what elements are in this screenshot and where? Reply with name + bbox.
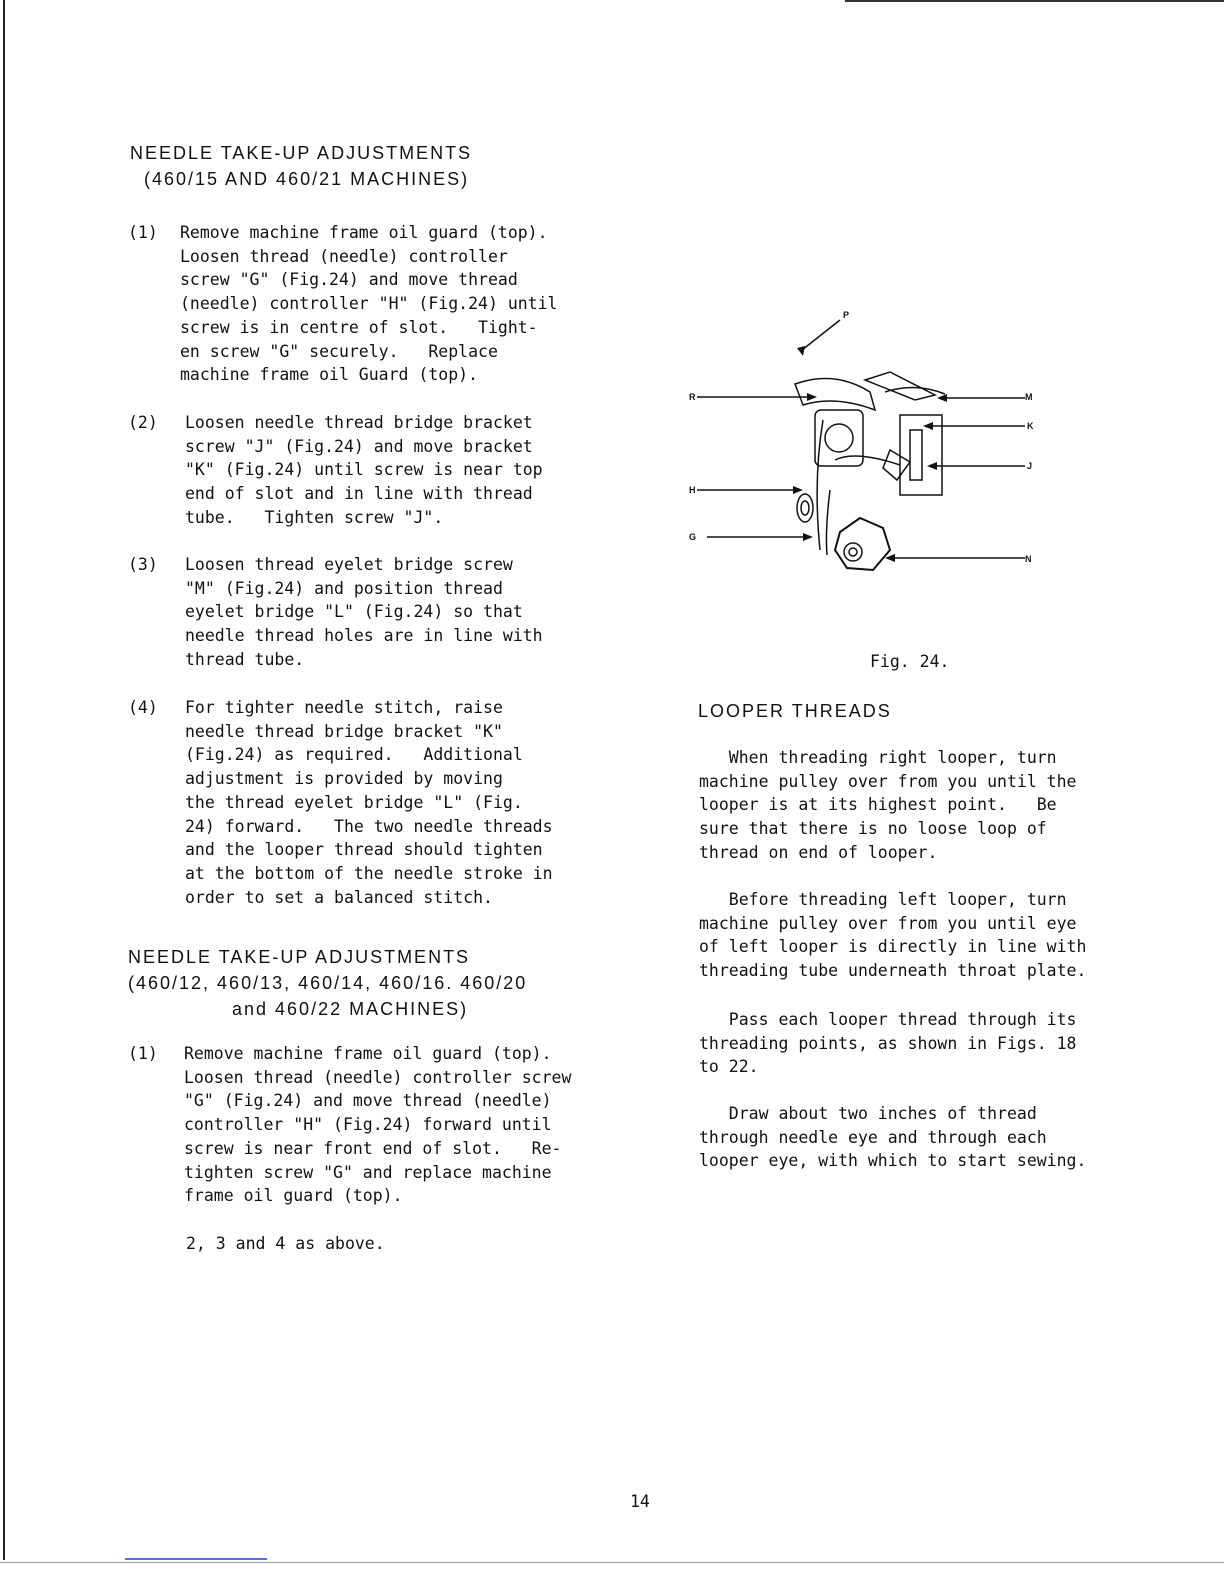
figure-24: [685, 300, 1045, 590]
step-text: For tighter needle stitch, raise needle thread bridge bracket "K" (Fig.24) as required. Additional adjustment is provided by moving the thread eyelet bridge "L" (Fig. 24) forward. The two needle threads and the looper thread should tighten at the bottom of the needle stroke in order to set a balanced stitch.: [185, 698, 553, 907]
step-number: (4): [128, 698, 158, 717]
arrow-j: [927, 462, 937, 470]
step-number: (2): [128, 413, 158, 432]
scan-edge-bottom: [0, 1562, 1224, 1563]
connecting-rod: [835, 456, 900, 465]
arrow-m: [937, 394, 947, 402]
scan-edge-top: [845, 0, 1224, 2]
footer-note: 2, 3 and 4 as above.: [186, 1234, 385, 1253]
bridge-bracket: [900, 415, 942, 495]
section1-heading: [130, 140, 472, 192]
arrow-r: [807, 393, 817, 401]
nut-hole-inner: [849, 548, 857, 556]
arrow-h: [793, 486, 803, 494]
section2-heading-line3: and 460/22 MACHINES): [232, 999, 469, 1019]
looper-paragraph: When threading right looper, turn machine pulley over from you until the looper is at its highest point. Be sure that there is no loose loop of thread on end of looper.: [699, 748, 1077, 862]
needle-thread-2: [826, 490, 830, 555]
step-number: (1): [128, 1044, 158, 1063]
label-j: J: [1027, 461, 1033, 471]
label-n: N: [1025, 554, 1032, 564]
section1-heading-line2: (460/15 AND 460/21 MACHINES): [144, 169, 470, 189]
label-k: K: [1027, 421, 1034, 431]
arrow-g: [803, 533, 813, 541]
figure-24-diagram: [685, 300, 1045, 590]
section1-heading-line1: NEEDLE TAKE-UP ADJUSTMENTS: [130, 143, 473, 163]
label-m: M: [1025, 392, 1033, 402]
step-text: Loosen thread eyelet bridge screw "M" (Fig.24) and position thread eyelet bridge "L" (Fig.24) so that needle thread holes are in line with thread tube.: [185, 555, 543, 669]
bracket-screw-j: [883, 450, 910, 480]
looper-nut: [835, 518, 890, 570]
needle-thread: [817, 420, 823, 550]
scan-edge-left: [3, 0, 5, 1560]
controller-h-eye: [801, 501, 809, 515]
section2-heading-line1: NEEDLE TAKE-UP ADJUSTMENTS: [128, 947, 471, 967]
label-r: R: [689, 392, 696, 402]
arrow-k: [923, 422, 933, 430]
figure-caption: Fig. 24.: [870, 652, 950, 671]
step-text: Remove machine frame oil guard (top). Loosen thread (needle) controller screw "G" (Fig.24) and move thread (needle) controller "H" (Fig.24) forward until screw is near front end of slot. Re- tighten screw "G" and replace machine frame oil guard (top).: [184, 1044, 572, 1206]
looper-paragraph: Before threading left looper, turn machine pulley over from you until eye of left looper is directly in line with threading tube underneath throat plate.: [699, 890, 1087, 981]
step-number: (3): [128, 555, 158, 574]
step-text: Loosen needle thread bridge bracket screw "J" (Fig.24) and move bracket "K" (Fig.24) until screw is near top end of slot and in line with thread tube. Tighten screw "J".: [185, 413, 543, 527]
controller-h: [797, 494, 813, 522]
nut-hole: [844, 543, 862, 561]
section2-heading: [128, 944, 527, 1022]
looper-paragraph: Draw about two inches of thread through needle eye and through each looper eye, with which to start sewing.: [699, 1104, 1087, 1171]
controller-screw: [825, 424, 853, 452]
label-g: G: [689, 532, 697, 542]
thread-tube: [885, 387, 945, 394]
arrow-p: [797, 346, 805, 356]
step-text: Remove machine frame oil guard (top). Loosen thread (needle) controller screw "G" (Fig.24) and move thread (needle) controller "H" (Fig.24) until screw is in centre of slot. Tight- en screw "G" securely. Replace machine frame oil Guard (top).: [180, 223, 558, 385]
label-p: P: [843, 310, 850, 320]
label-h: H: [689, 485, 696, 495]
section2-heading-line2: (460/12, 460/13, 460/14, 460/16. 460/20: [128, 973, 528, 993]
looper-paragraph: Pass each looper thread through its threading points, as shown in Figs. 18 to 22.: [699, 1010, 1077, 1077]
looper-threads-heading: LOOPER THREADS: [698, 701, 892, 721]
bracket-slot: [910, 430, 922, 480]
scan-mark: [125, 1558, 267, 1560]
page-number: 14: [630, 1492, 650, 1511]
eyelet-bridge: [865, 372, 935, 400]
step-number: (1): [128, 223, 158, 242]
leader-line-p: [802, 320, 840, 350]
